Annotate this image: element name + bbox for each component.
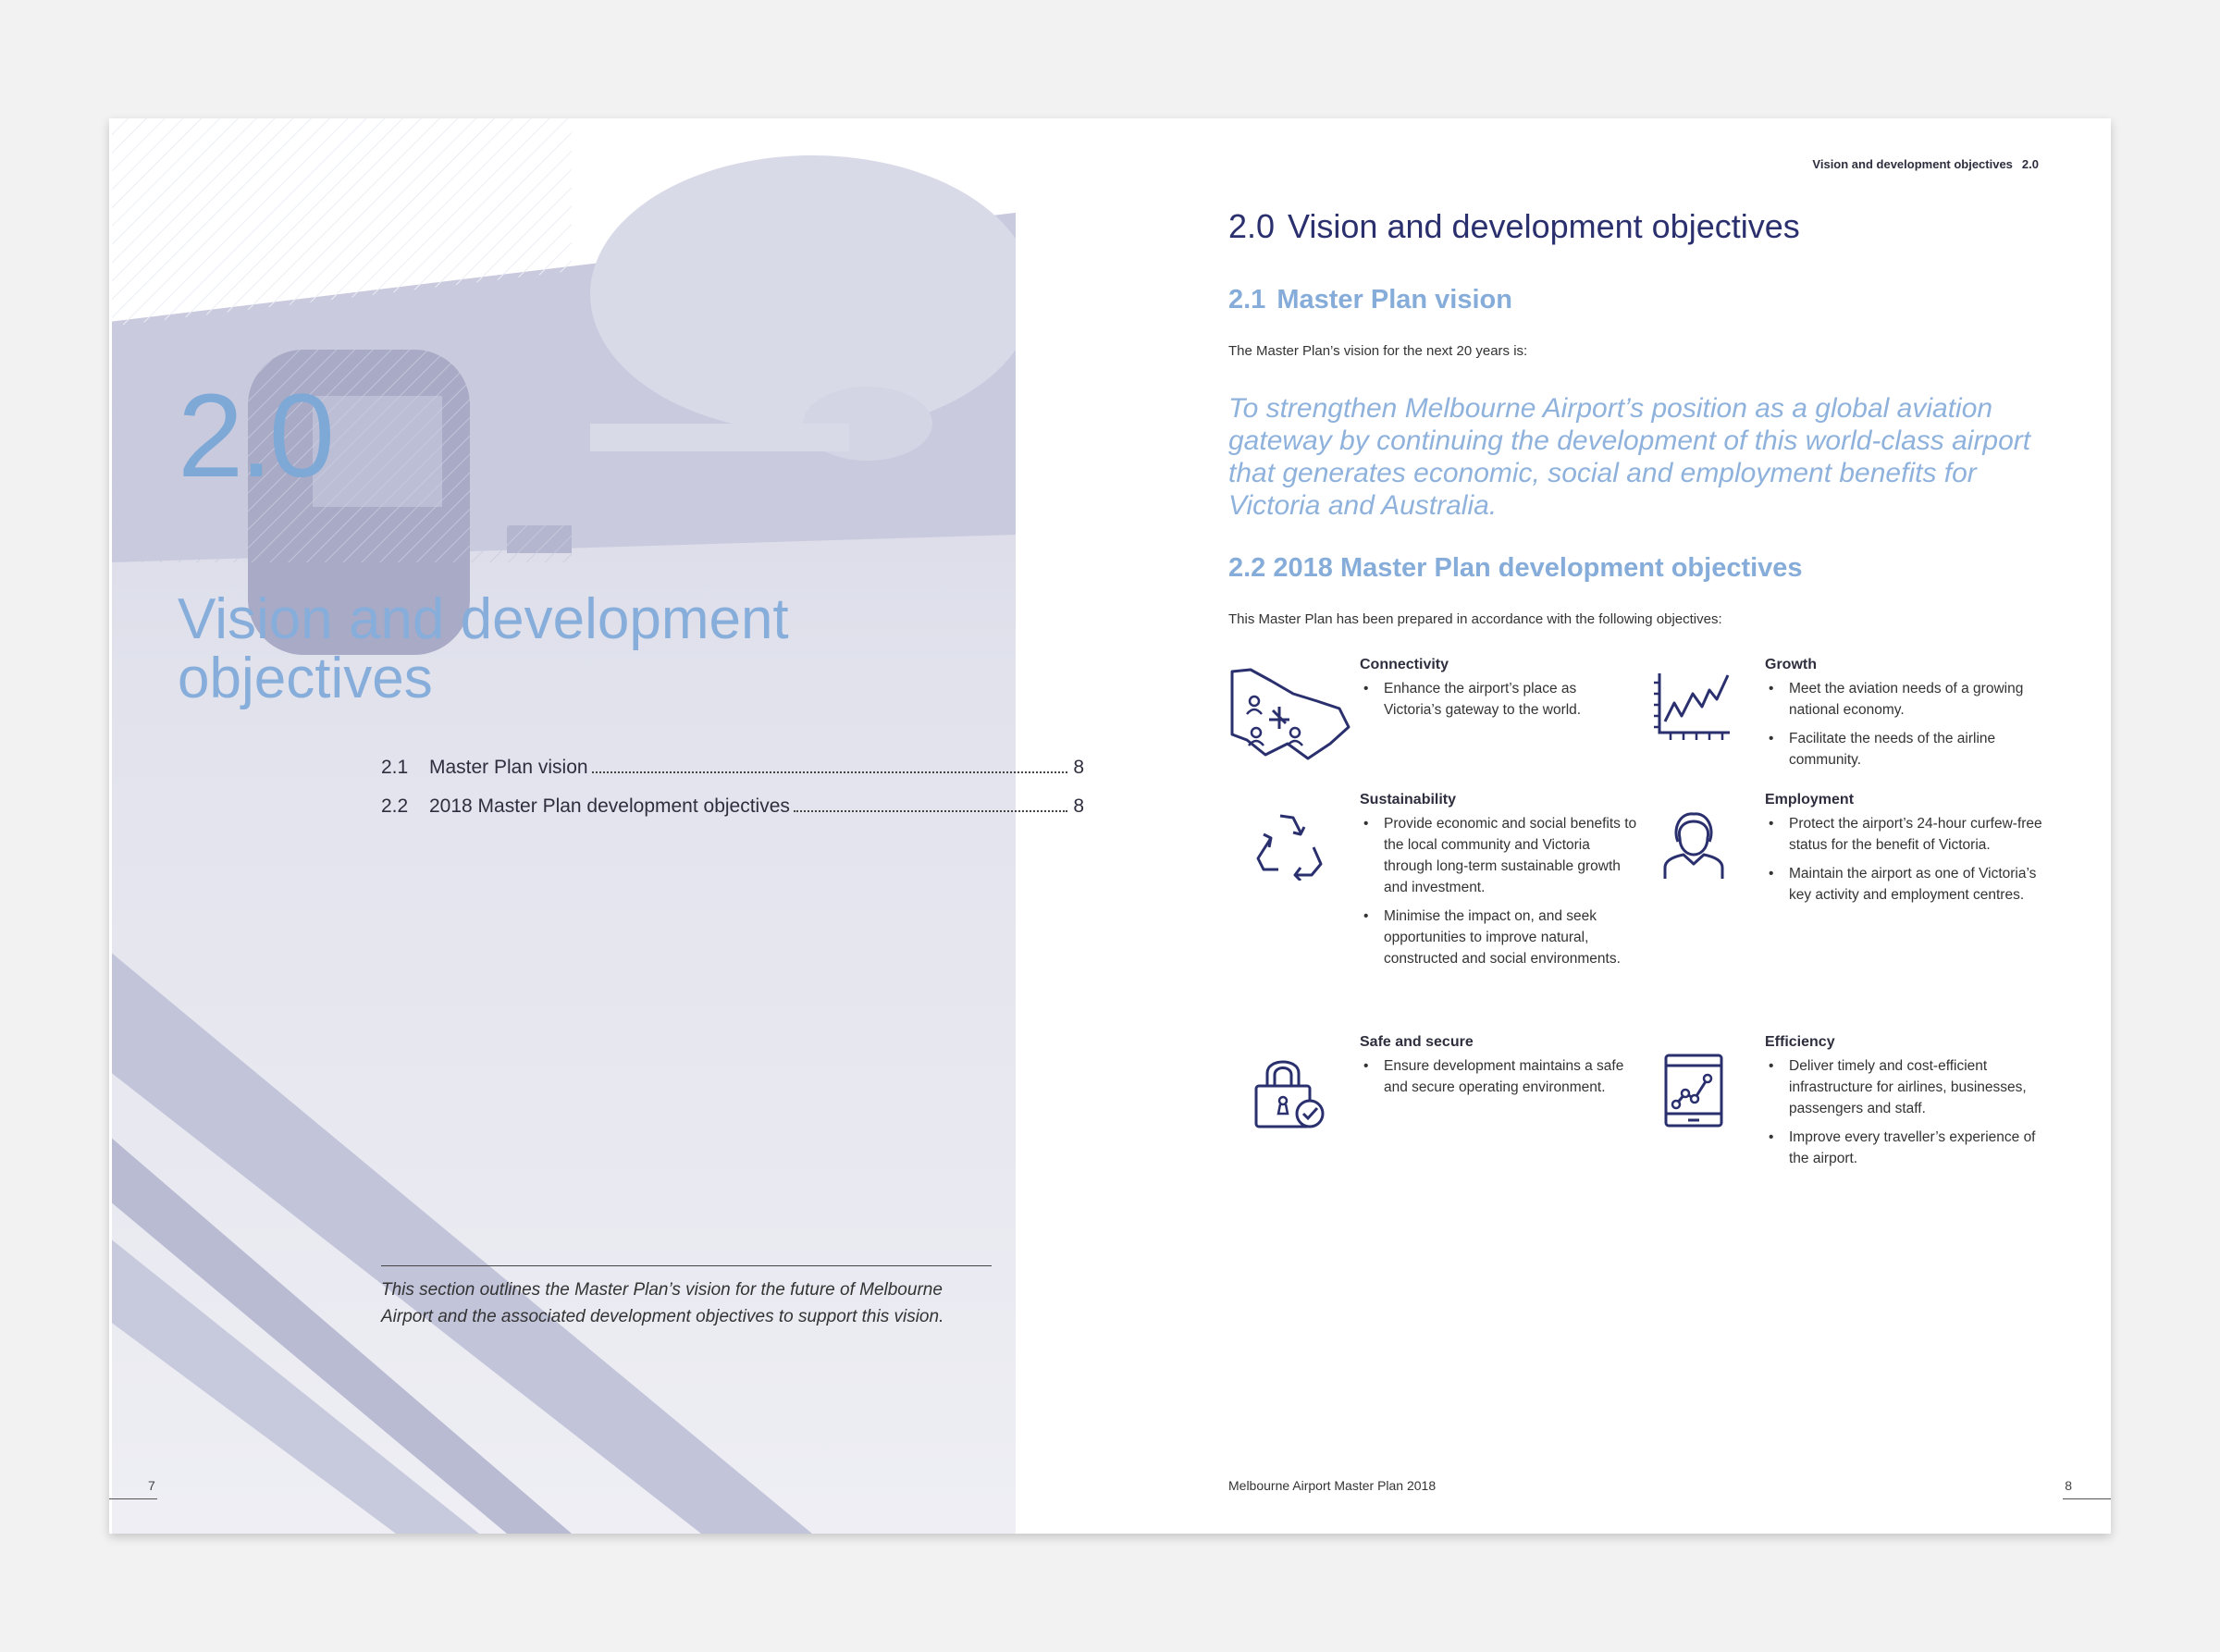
objective-employment: [1765, 792, 2042, 913]
table-of-contents: [381, 757, 1084, 834]
toc-item-page: 8: [1073, 795, 1084, 817]
page-number-rule: [109, 1498, 157, 1499]
running-head-number: 2.0: [2021, 157, 2039, 171]
objective-title: Safe and secure: [1360, 1034, 1474, 1050]
toc-item-number: 2.1: [381, 757, 409, 778]
running-head-title: Vision and development objectives: [1812, 157, 2013, 171]
objective-safe-and-secure: [1360, 1034, 1637, 1105]
objective-bullets: [1360, 813, 1637, 969]
heading-number: 2.0: [1228, 207, 1276, 245]
section-title: Master Plan vision: [1276, 285, 1512, 314]
objective-efficiency: [1765, 1034, 2042, 1177]
chapter-title: Vision and development objectives: [178, 587, 789, 710]
right-page: [1108, 118, 2111, 1534]
vision-lead: The Master Plan’s vision for the next 20 years is:: [1228, 343, 1528, 359]
intro-divider: [381, 1265, 992, 1266]
page-number-rule: [2063, 1498, 2111, 1499]
person-icon: [1661, 810, 1726, 881]
objective-bullet: • Deliver timely and cost-efficient infrastructure for airlines, businesses, passengers and staff.: [1789, 1055, 2042, 1119]
objective-title: Employment: [1765, 792, 1855, 808]
objective-bullets: [1765, 678, 2042, 771]
page-number: 7: [148, 1478, 155, 1493]
objective-sustainability: [1360, 792, 1637, 977]
objective-bullet: • Enhance the airport’s place as Victoria’s gateway to the world.: [1384, 678, 1637, 721]
objective-bullets: [1360, 678, 1637, 721]
objective-bullet: • Facilitate the needs of the airline community.: [1789, 728, 2042, 771]
padlock-icon: [1252, 1053, 1326, 1130]
objective-title: Growth: [1765, 657, 1817, 672]
toc-item-page: 8: [1073, 757, 1084, 778]
objective-bullets: [1765, 813, 2042, 906]
objective-bullet: • Meet the aviation needs of a growing national economy.: [1789, 678, 2042, 721]
page-heading: [1228, 207, 1800, 246]
section-heading-objectives: 2.2 2018 Master Plan development objectives: [1228, 553, 1803, 583]
objective-bullet: • Maintain the airport as one of Victoria’s key activity and employment centres.: [1789, 863, 2042, 906]
objective-bullets: [1765, 1055, 2042, 1169]
page-footer: Melbourne Airport Master Plan 2018: [1228, 1478, 1437, 1493]
objective-growth: [1765, 657, 2042, 778]
objective-bullet: • Provide economic and social benefits to the local community and Victoria through long-term sustainable growth and investment.: [1384, 813, 1637, 898]
running-head: [1803, 157, 2039, 171]
objective-title: Connectivity: [1360, 657, 1449, 672]
victoria-map-icon: [1228, 662, 1354, 764]
toc-item-label: Master Plan vision: [429, 757, 588, 778]
recycle-arrows-icon: [1252, 810, 1326, 881]
objective-title: Sustainability: [1360, 792, 1457, 808]
toc-item[interactable]: [381, 757, 1084, 779]
objective-bullet: • Ensure development maintains a safe and secure operating environment.: [1384, 1055, 1637, 1098]
toc-item-number: 2.2: [381, 795, 409, 817]
left-page: [109, 118, 1108, 1534]
section-number: 2.1: [1228, 285, 1266, 314]
toc-item-label: 2018 Master Plan development objectives: [429, 795, 790, 817]
section-heading-vision: [1228, 285, 1512, 315]
growth-chart-icon: [1652, 670, 1735, 746]
section-intro: This section outlines the Master Plan’s vision for the future of Melbourne Airport and the associated development objectives to support this vision.: [381, 1280, 944, 1326]
objective-connectivity: [1360, 657, 1637, 728]
toc-item[interactable]: [381, 795, 1084, 818]
toc-leader-dots: [794, 810, 1067, 812]
heading-title: Vision and development objectives: [1288, 207, 1800, 245]
document-spread: [109, 118, 2111, 1534]
chapter-number: 2.0: [178, 370, 331, 502]
vision-statement: To strengthen Melbourne Airport’s position as a global aviation gateway by continuing the development of this world-class airport that generates economic, social and employment benefits for Victoria and Australia.: [1228, 393, 2031, 521]
toc-leader-dots: [592, 771, 1067, 773]
objective-bullet: • Improve every traveller’s experience of the airport.: [1789, 1127, 2042, 1169]
objective-bullets: [1360, 1055, 1637, 1098]
objective-title: Efficiency: [1765, 1034, 1835, 1050]
objectives-lead: This Master Plan has been prepared in accordance with the following objectives:: [1228, 611, 1722, 627]
tablet-chart-icon: [1663, 1053, 1724, 1128]
objective-bullet: • Protect the airport’s 24-hour curfew-free status for the benefit of Victoria.: [1789, 813, 2042, 856]
objective-bullet: • Minimise the impact on, and seek opportunities to improve natural, constructed and social environments.: [1384, 906, 1637, 969]
page-number: 8: [2065, 1478, 2072, 1493]
